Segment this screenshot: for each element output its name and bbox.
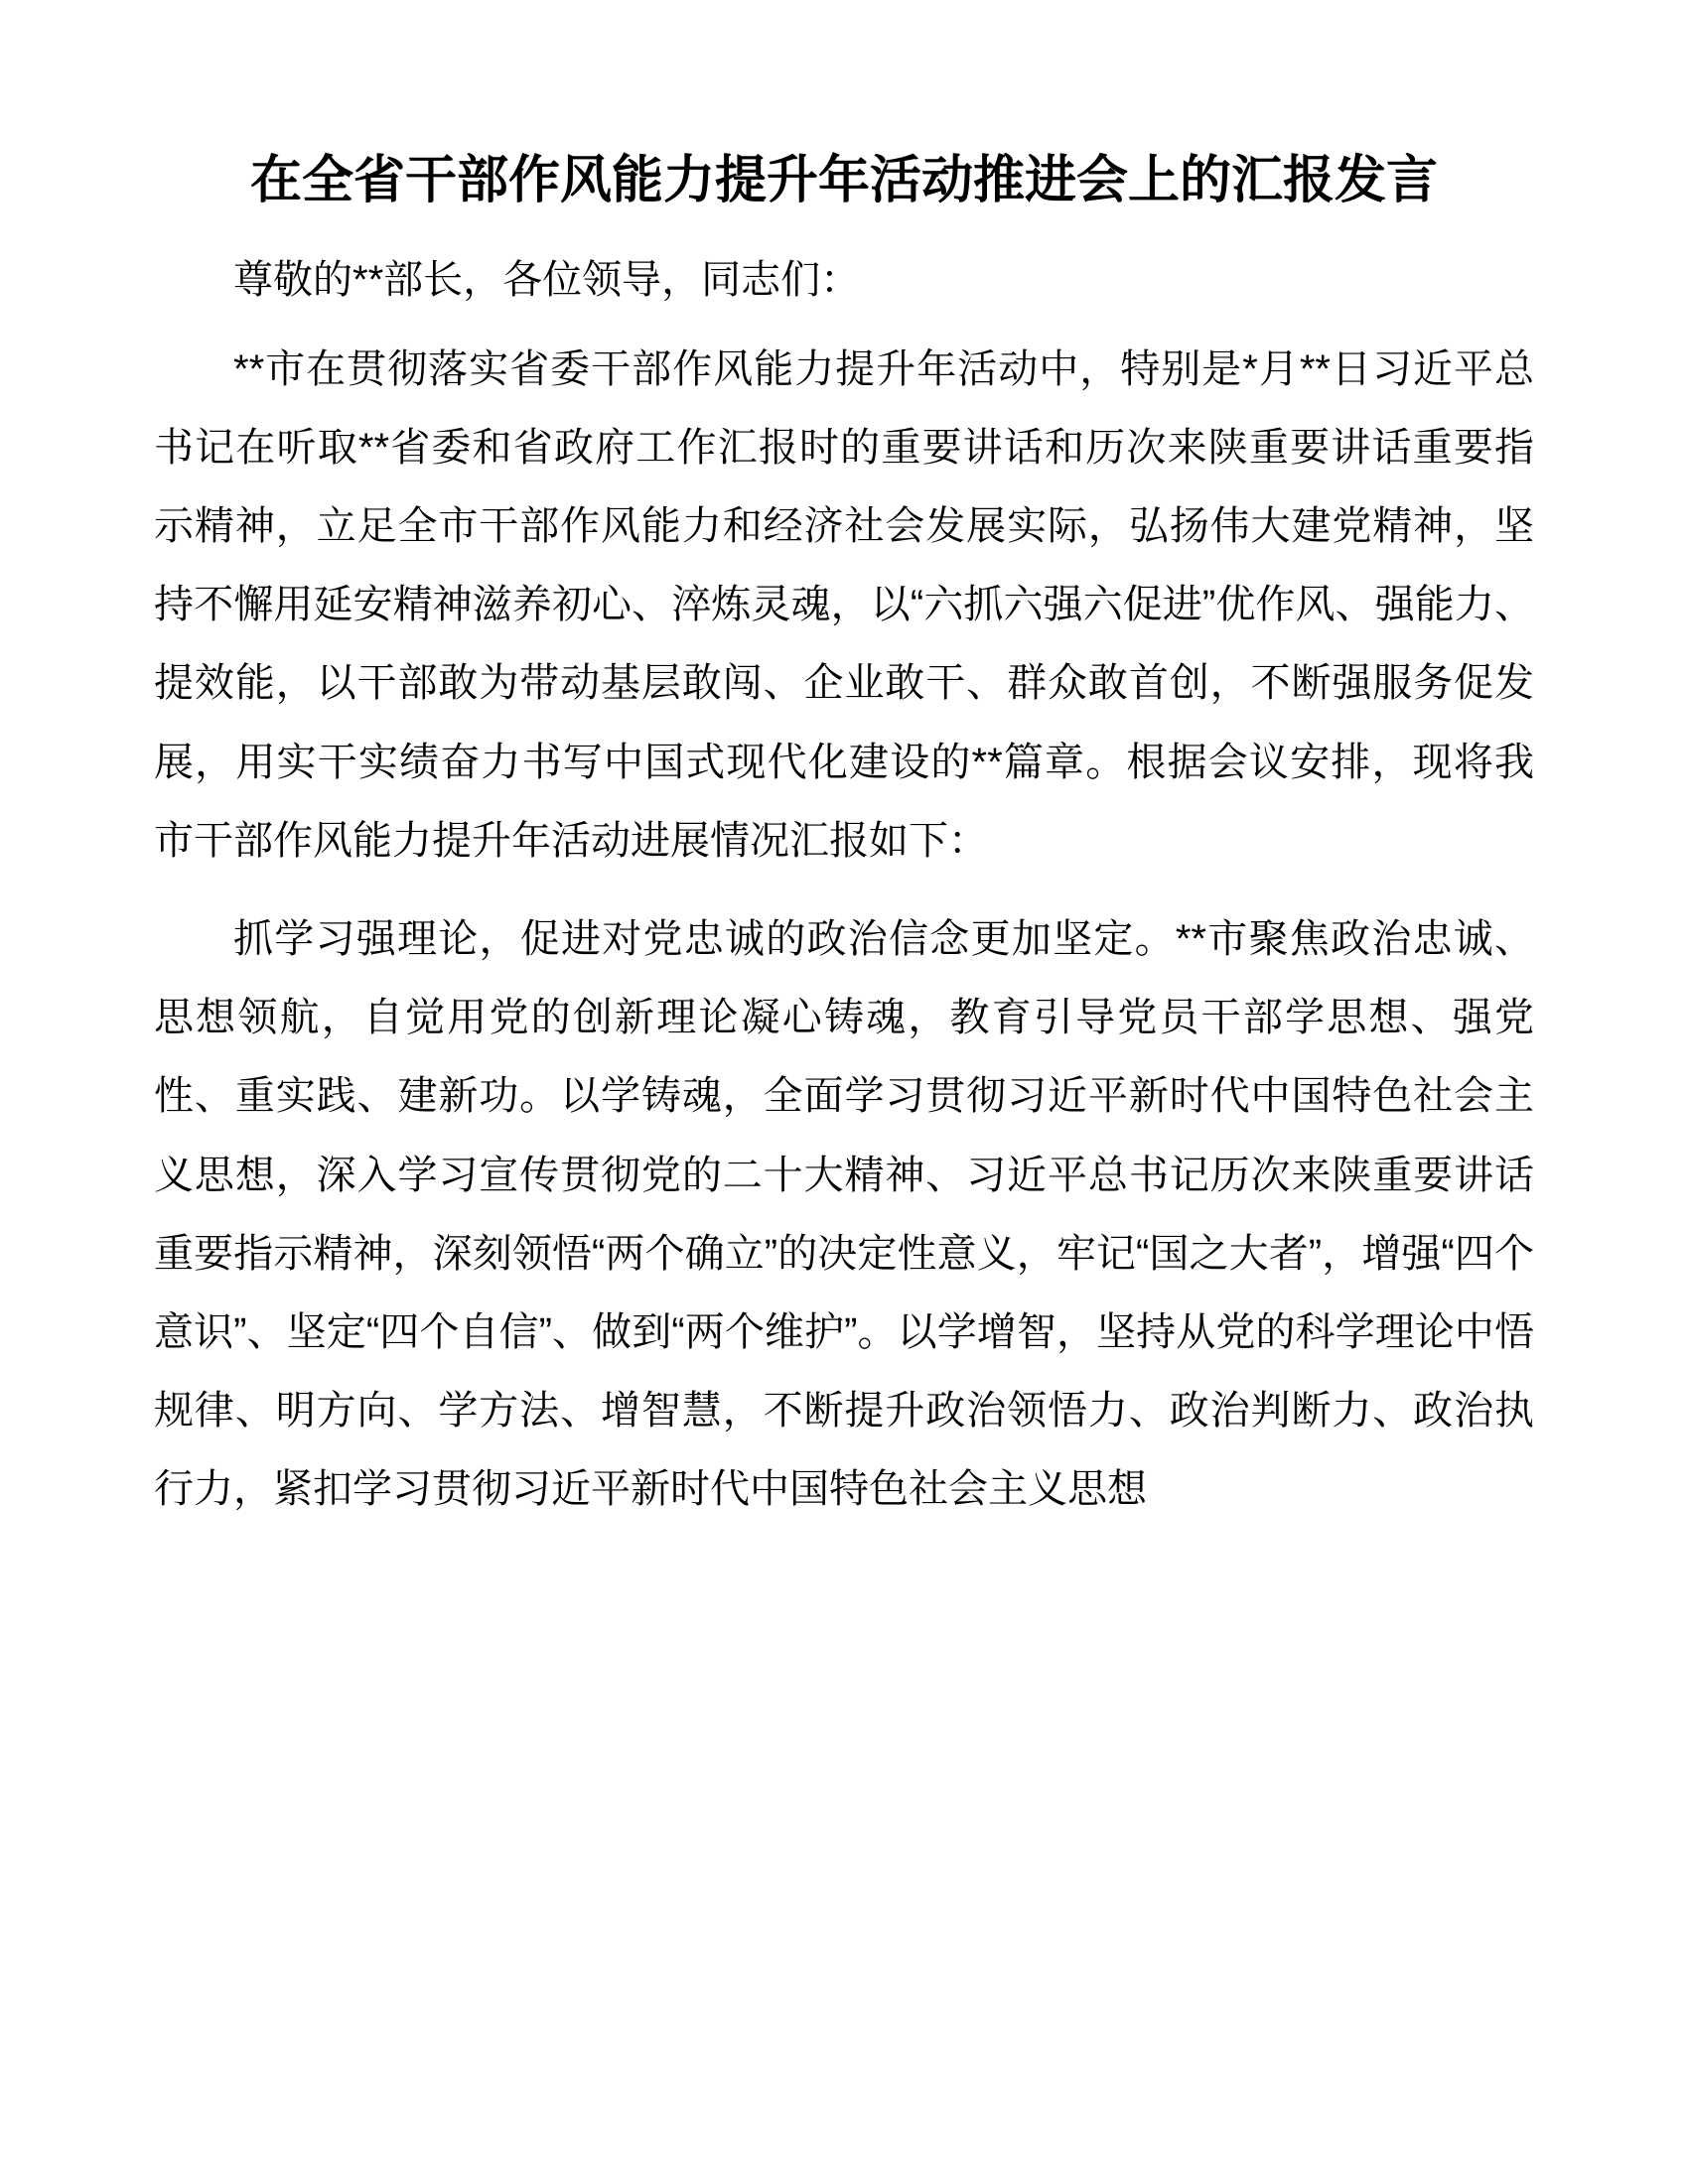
page-title: 在全省干部作风能力提升年活动推进会上的汇报发言 [249,152,1438,209]
body-paragraph-1: **市在贯彻落实省委干部作风能力提升年活动中，特别是*月**日习近平总书记在听取**省委和省政府工作汇报时的重要讲话和历次来陕重要讲话重要指示精神，立足全市干部作风能力和经济社会发展实际，弘扬伟大建党精神，坚持不懈用延安精神滋养初心、淬炼灵魂，以“六抓六强六促进”优作风、强能力、提效能，以干部敢为带动基层敢闯、企业敢干、群众敢首创，不断强服务促发展，用实干实绩奋力书写中国式现代化建设的**篇章。根据会议安排，现将我市干部作风能力提升年活动进展情况汇报如下： [154,346,1534,863]
document-content [154,0,1534,1529]
salutation-line: 尊敬的**部长，各位领导，同志们： [233,257,861,302]
body-paragraph-2: 抓学习强理论，促进对党忠诚的政治信念更加坚定。**市聚焦政治忠诚、思想领航，自觉用党的创新理论凝心铸魂，教育引导党员干部学思想、强党性、重实践、建新功。以学铸魂，全面学习贯彻习近平新时代中国特色社会主义思想，深入学习宣传贯彻党的二十大精神、习近平总书记历次来陕重要讲话重要指示精神，深刻领悟“两个确立”的决定性意义，牢记“国之大者”，增强“四个意识”、坚定“四个自信”、做到“两个维护”。以学增智，坚持从党的科学理论中悟规律、明方向、学方法、增智慧，不断提升政治领悟力、政治判断力、政治执行力，紧扣学习贯彻习近平新时代中国特色社会主义思想 [154,916,1534,1512]
